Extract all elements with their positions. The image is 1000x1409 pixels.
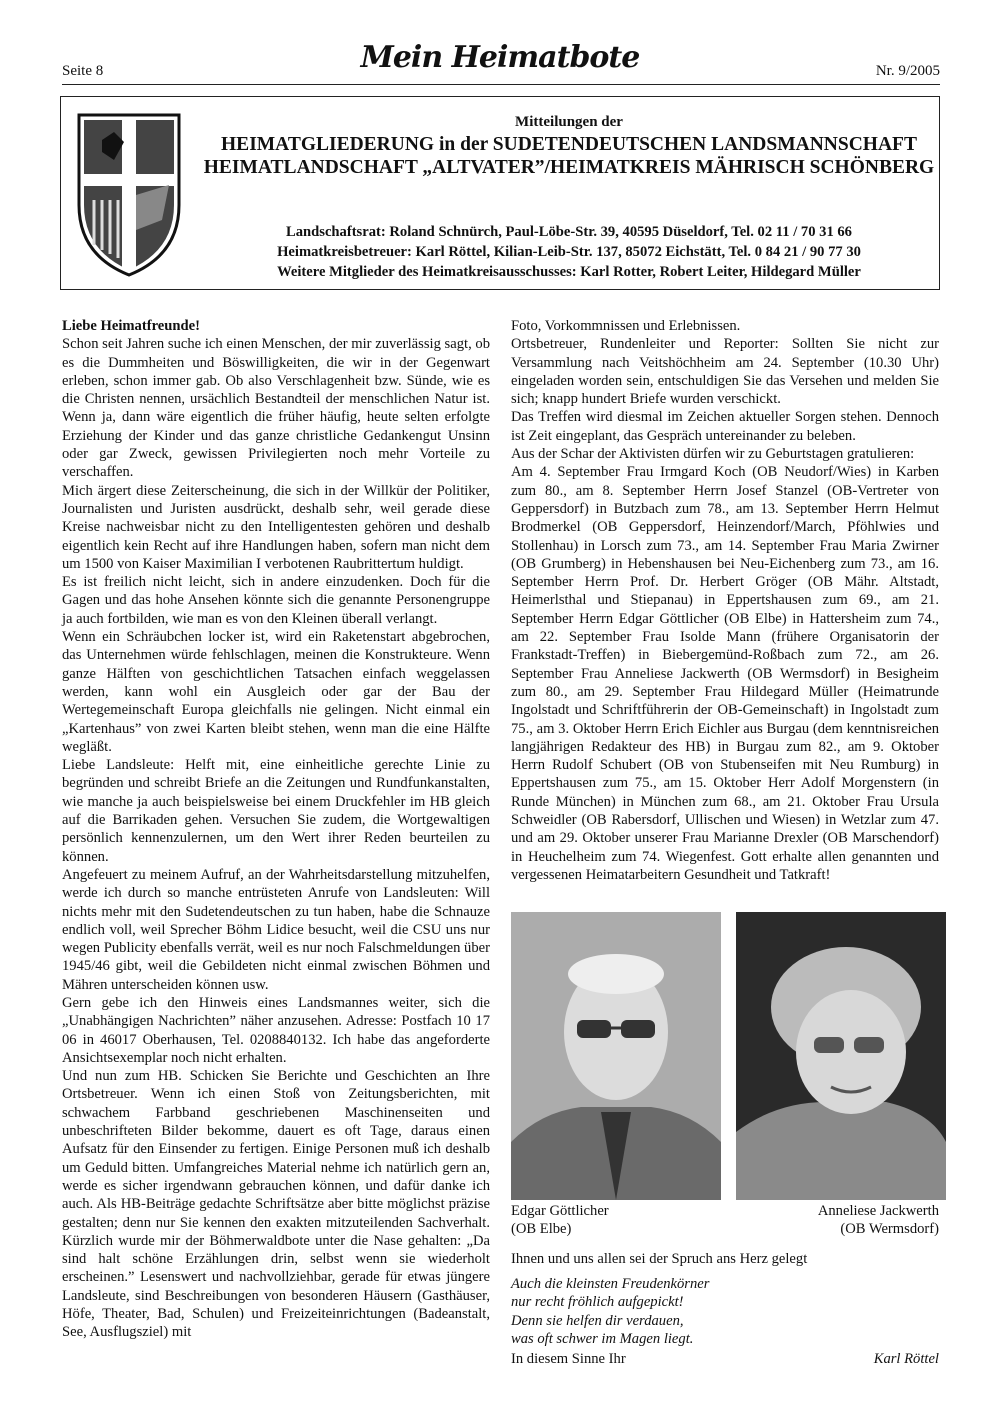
box-info-mitglieder: Weitere Mitglieder des Heimatkreisausschusses: Karl Rotter, Robert Leiter, Hildegard Müller (277, 264, 861, 280)
coat-of-arms-icon (74, 110, 184, 280)
paragraph: Gern gebe ich den Hinweis eines Landsmannes weiter, sich die „Unabhängigen Nachrichten” näher anzusehen. Adresse: Postfach 10 17 06 in 46017 Oberhausen, Tel. 0208840132. Ich habe das angeforderte Ansichtsexemplar noch nicht erhalten. (62, 994, 490, 1066)
caption-place: (OB Wermsdorf) (840, 1221, 939, 1238)
header-rule (62, 84, 940, 85)
box-info-heimatkreisbetreuer: Heimatkreisbetreuer: Karl Röttel, Kilian-Leib-Str. 137, 85072 Eichstätt, Tel. 0 84 21 / 90 77 30 (277, 244, 861, 260)
signature: Karl Röttel (873, 1351, 939, 1367)
paragraph: Und nun zum HB. Schicken Sie Berichte und Geschichten an Ihre Ortsbetreuer. Wenn ich einen Stoß von Zeitungsberichten, mit schwachem Farbband geschriebenen Maschinenseiten und unbeschrifteten Bilder bekomme, dauert es oft Tage, daraus einen Aufsatz für den Einsender zu fertigen. Einige Personen muß ich deshalb um Geduld bitten. Umfangreiches Material nehme ich natürlich gern an, werde es sicher irgendwann gebrauchen können, und dafür danke ich auch. Als HB-Beiträge gedachte Schriftsätze aber bitte möglichst präzise gestalten; denn nur Sie kennen den exakten mitzuteilenden Sachverhalt. Kürzlich wurde mir der Böhmerwaldbote unter die Nase gehalten: „Da sind halt schöne Erzählungen drin, selbst wenn sie wiederholt erscheinen.” Lesenswert und nachvollziehbar, gerade für etwas jüngere Landsleute, sind Beschreibungen von besonderen Häusern (Gasthäuser, Höfe, Theater, Bad, Schulen) und Freizeiteinrichtungen (Badeanstalt, See, Ausflugsziel) mit (62, 1068, 490, 1341)
paragraph: Foto, Vorkommnissen und Erlebnissen. (511, 318, 741, 334)
paragraph: Schon seit Jahren suche ich einen Menschen, der mir zuverlässig sagt, ob es die Dummheiten und Böswilligkeiten, die wir in der Gegenwart erleben, schon immer gab. Ob also Verschlagenheit bzw. Sünde, wie es die Christen nennen, ursächlich Bestandteil der menschlichen Natur ist. Wenn ja, dann wäre eigentlich die früher häufig, heute selten erfolgte Erziehung der Kinder und das ganze christliche Gedankengut Unsinn oder gar Zweck, gewissen Privilegierten noch mehr Vorteile zu verschaffen. (62, 336, 490, 481)
paragraph: Aus der Schar der Aktivisten dürfen wir zu Geburtstagen gratulieren: (511, 446, 915, 463)
paragraph: Es ist freilich nicht leicht, sich in andere einzudenken. Doch für die Gagen und das hohe Ansehen könnte sich die genannte Personengruppe ja auch fortbilden, wie man es von den Kleinen überall verlangt. (62, 574, 490, 627)
poem (511, 1275, 939, 1348)
issue-number: Nr. 9/2005 (875, 63, 940, 79)
photo-row (511, 912, 939, 1200)
saying-lead: Ihnen und uns allen sei der Spruch ans Herz gelegt (511, 1251, 808, 1267)
box-title-1: HEIMATGLIEDERUNG in der SUDETENDEUTSCHEN LANDSMANNSCHAFT (221, 134, 917, 155)
poem-line: nur recht fröhlich aufgepickt! (511, 1294, 684, 1311)
paragraph: Das Treffen wird diesmal im Zeichen aktueller Sorgen stehen. Dennoch ist Zeit eingeplant, das Gespräch untereinander zu beleben. (511, 409, 939, 444)
article-column-1 (62, 317, 490, 1342)
caption-name: Anneliese Jackwerth (817, 1203, 939, 1219)
paragraph: Liebe Landsleute: Helft mit, eine einheitliche gerechte Linie zu begründen und schreibt Briefe an die Zeitungen und Rundfunkanstalten, wie manche ja auch beispielsweise bei einem Druckfehler im HB gleich auf die Barrikaden gehen. Versuchen Sie zudem, die Wortgewaltigen persönlich kennenzulernen, um den Wert ihrer Reden beurteilen zu können. (62, 757, 490, 865)
portrait-photo-man (511, 912, 721, 1200)
caption-place: (OB Elbe) (511, 1221, 572, 1238)
page-number: Seite 8 (62, 63, 104, 79)
photo-caption-left (511, 1202, 609, 1239)
box-info-landschaftsrat: Landschaftsrat: Roland Schnürch, Paul-Löbe-Str. 39, 40595 Düseldorf, Tel. 02 11 / 70 31 66 (286, 224, 852, 240)
paragraph: Ortsbetreuer, Rundenleiter und Reporter: Sollten Sie nicht zur Versammlung nach Veitshöchheim am 24. September (10.30 Uhr) eingeladen worden sein, entschuldigen Sie das Versehen und melden Sie sich; knapp hundert Briefe wurden verschickt. (511, 336, 939, 408)
caption-name: Edgar Göttlicher (511, 1203, 609, 1219)
closing-line (511, 1350, 939, 1368)
closing-text: In diesem Sinne Ihr (511, 1351, 626, 1367)
box-title-2: HEIMATLANDSCHAFT „ALTVATER”/HEIMATKREIS MÄHRISCH SCHÖNBERG (203, 157, 935, 178)
paragraph: Wenn ein Schräubchen locker ist, wird ein Raketenstart abgebrochen, das Unternehmen würde fehlschlagen, meinen die Konstrukteure. Wenn ganze Hälften von geschichtlichen Tatsachen einfach weggelassen werden, kann wohl ein Ausgleich oder gar der Bau der Wertegemeinschaft Europa gleichfalls nie gelingen. Nicht einmal ein „Kartenhaus” von zwei Karten bleibt stehen, wenn man die eine Hälfte wegläßt. (62, 629, 490, 755)
poem-line: was oft schwer im Magen liegt. (511, 1330, 694, 1347)
paragraph: Angefeuert zu meinem Aufruf, an der Wahrheitsdarstellung mitzuhelfen, werde ich durch so manche entrüsteten Anrufe von Landsleuten: Will nichts mehr mit den Sudetendeutschen zu tun haben, habe die Schnauze endlich voll, weil Sprecher Böhm Lidice besucht, weil die CSU uns nur wegen Publicity ebenfalls verrät, weil es nur noch Falschmeldungen über 1945/46 gibt, weil die Gebildeten nicht einmal zwischen Böhmen und Mähren unterscheiden können usw. (62, 866, 490, 993)
photo-caption-right (818, 1202, 939, 1239)
box-intro: Mitteilungen der (515, 114, 623, 130)
poem-line: Denn sie helfen dir verdauen, (511, 1312, 684, 1329)
portrait-photo-woman (736, 912, 946, 1200)
poem-line: Auch die kleinsten Freudenkörner (511, 1276, 710, 1292)
birthday-list: Am 4. September Frau Irmgard Koch (OB Neudorf/Wies) in Karben zum 80., am 8. September Herrn Josef Stanzel (OB-Vertreter von Geppersdorf) in Butzbach zum 78., am 13. September Herrn Helmut Brodmerkel (OB Geppersdorf, Heinzendorf/March, Pföhlwies und Stollenhau) in Lorsch zum 73., am 14. September Frau Maria Zwirner (OB Grumberg) in Hebenshausen bei Neu-Eichenberg zum 73., am 16. September Herrn Prof. Dr. Herbert Gröger (OB Mähr. Altstadt, Heimerlsthal und Stiepanau) in Eppertshausen zum 69., am 21. September Herrn Edgar Göttlicher (OB Elbe) in Hattersheim zum 74., am 22. September Frau Isolde Mann (frühere Organisatorin der Frankstadt-Treffen) in Biebergemünd-Roßbach zum 72., am 26. September Frau Anneliese Jackwerth (OB Wermsdorf) in Besigheim zum 80., am 29. September Frau Hildegard Müller (Heimatrunde Ingolstadt und Schriftführerin der OB-Gemeinschaft) in Ingolstadt zum 75., am 3. Oktober Herrn Erich Eichler aus Burgau (dem kenntnisreichen langjährigen Redakteur des HB) in Burgau zum 82., am 9. Oktober Herrn Rudolf Schubert (OB von Stubenseifen mit Neu Rumburg) in Eppertshausen zum 75., am 15. Oktober Herr Adolf Morgenstern (in Runde München) in München zum 68., am 21. Oktober Frau Ursula Schweidler (OB Rabersdorf, Ullischen und Wiesen) in Wetzlar zum 47. und am 29. Oktober unserer Frau Marianne Drexler (OB Marschendorf) in Heuchelheim zum 74. Wiegenfest. Gott erhalte allen genannten und vergessenen Heimatarbeitern Gesundheit und Tatkraft! (511, 464, 939, 883)
article-column-2 (511, 317, 939, 884)
masthead-title: Mein Heimatbote (360, 40, 640, 75)
greeting: Liebe Heimatfreunde! (62, 318, 200, 334)
paragraph: Mich ärgert diese Zeiterscheinung, die sich in der Willkür der Politiker, Journalisten und Juristen ausdrückt, deshalb sehr, weil gerade diese Kreise nachweisbar nicht zu den Intelligentesten gehören und deshalb eigentlich kein Recht auf ihre Handlungen haben, sofern man nicht dem um 1500 von Kaiser Maximilian I verbotenen Raubrittertum huldigt. (62, 482, 490, 572)
